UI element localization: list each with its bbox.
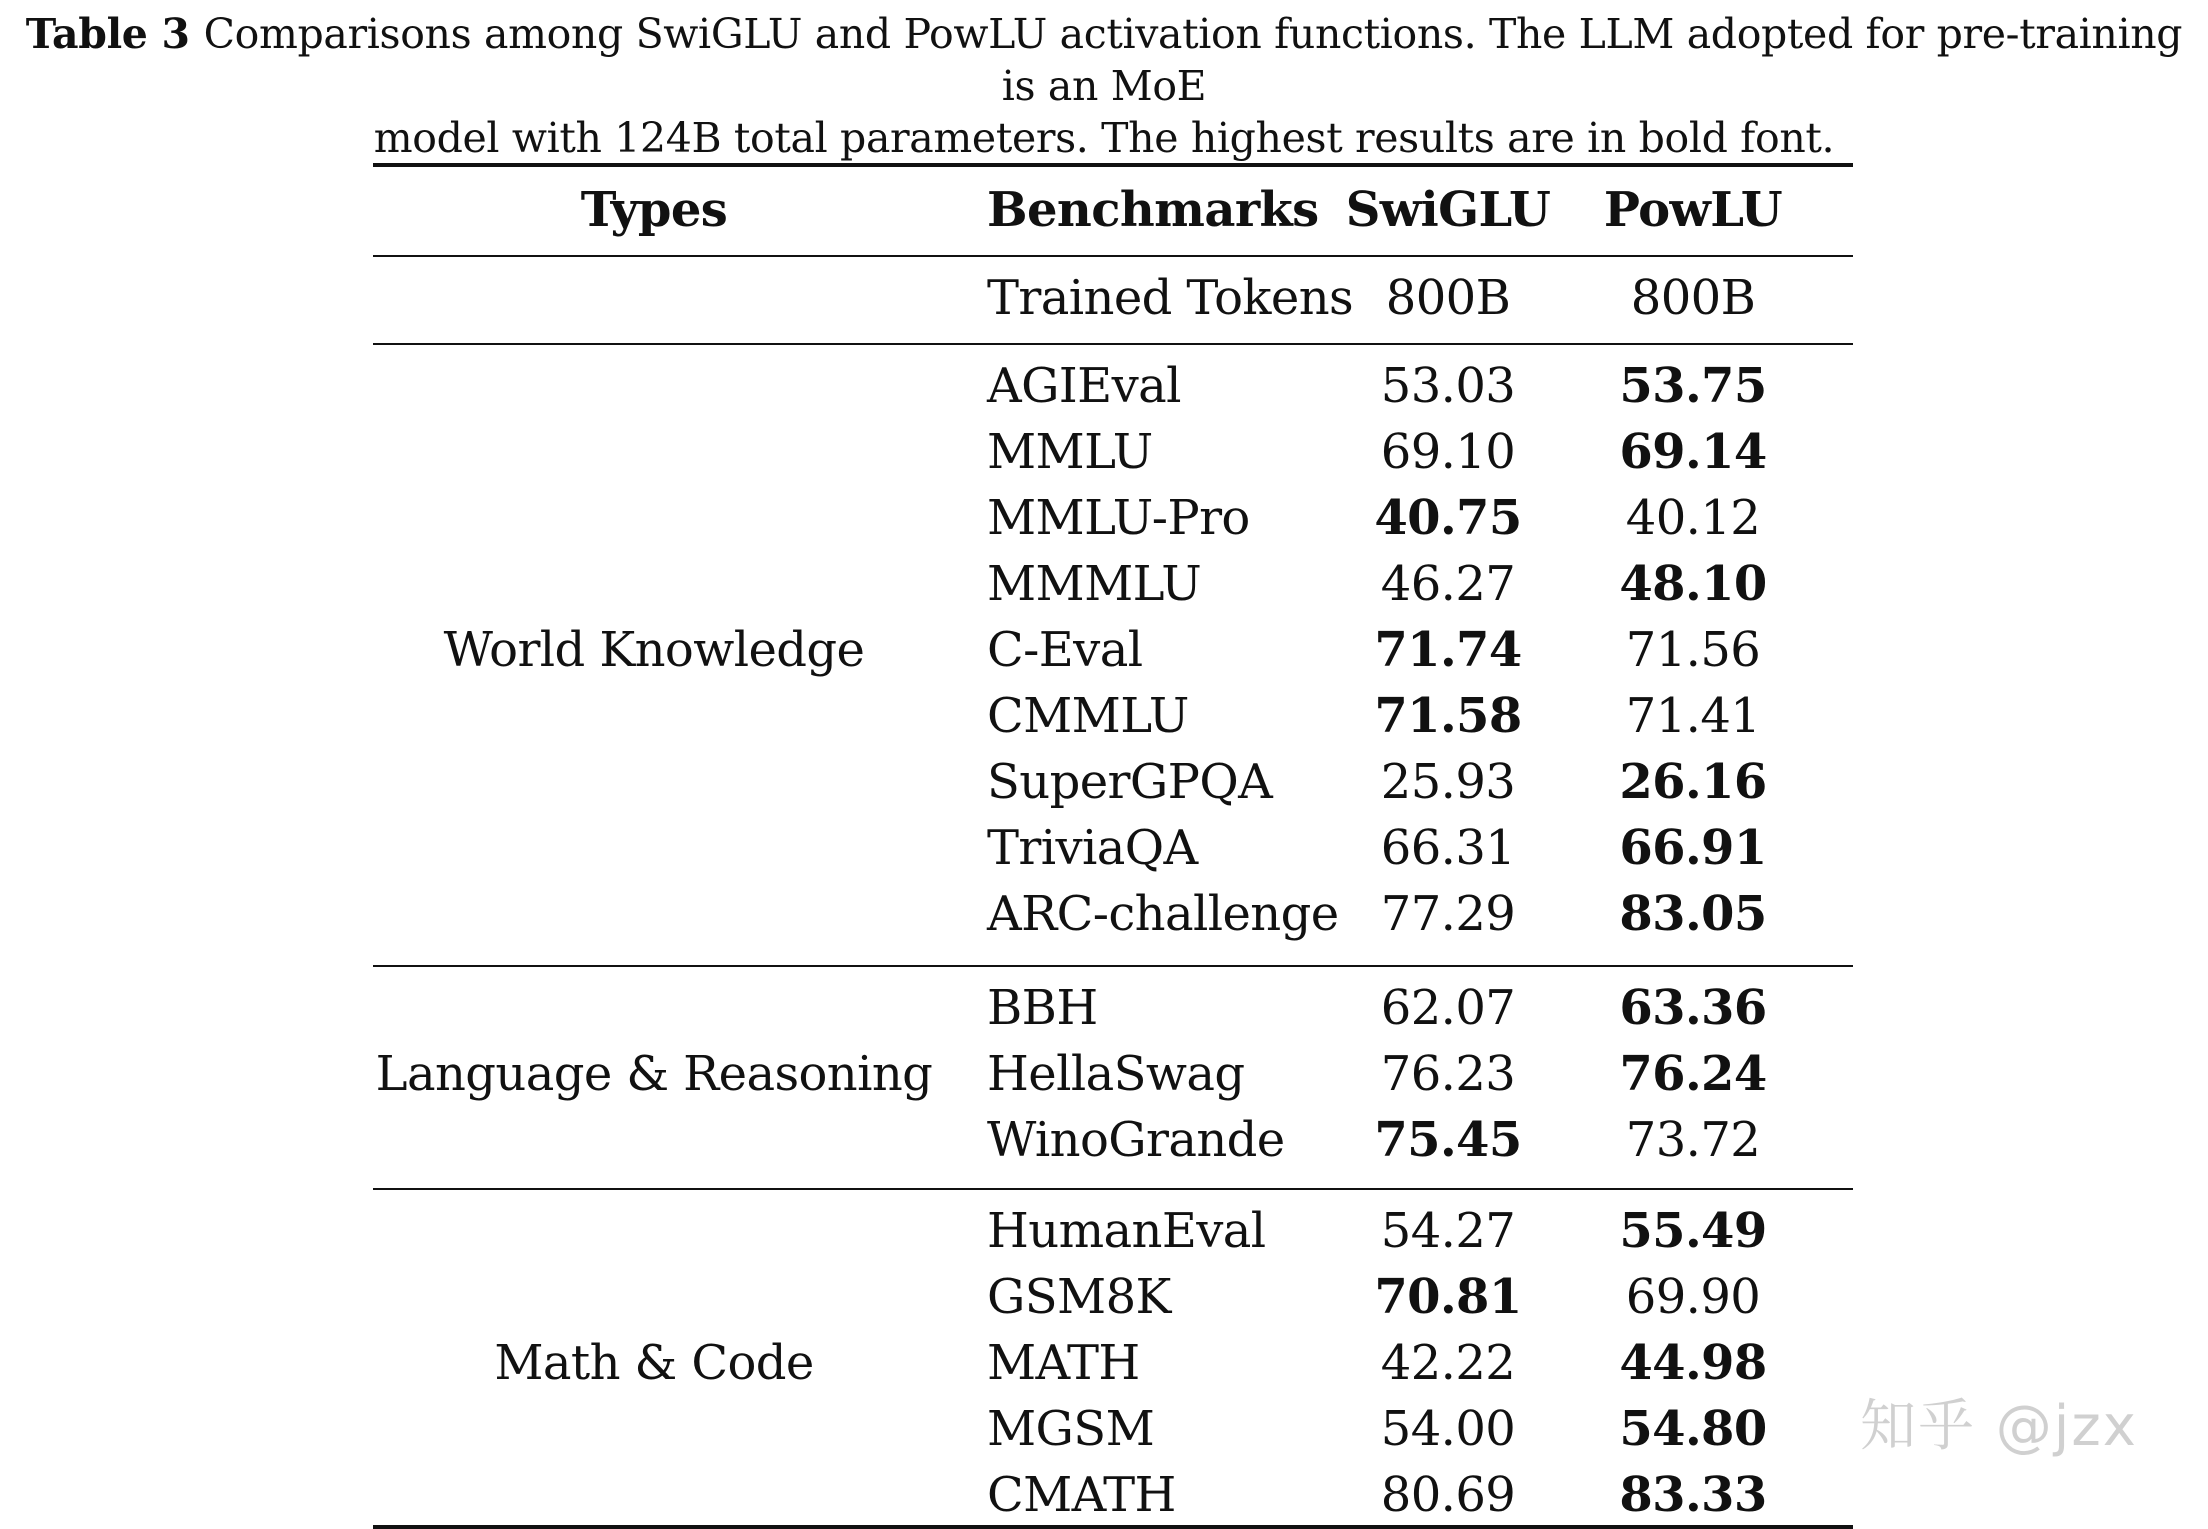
benchmark-name: C-Eval — [987, 622, 1143, 678]
powlu-score: 76.24 — [1619, 1046, 1767, 1102]
powlu-score: 54.80 — [1619, 1401, 1767, 1457]
benchmark-name: BBH — [987, 980, 1098, 1036]
benchmark-name: HellaSwag — [987, 1046, 1245, 1102]
swiglu-score: 42.22 — [1380, 1335, 1516, 1391]
powlu-score: 26.16 — [1619, 754, 1767, 810]
swiglu-score: 69.10 — [1380, 424, 1516, 480]
benchmark-name: MATH — [987, 1335, 1140, 1391]
top-rule — [373, 163, 1853, 167]
header-rule — [373, 255, 1853, 257]
powlu-score: 40.12 — [1625, 490, 1761, 546]
caption-line-2: model with 124B total parameters. The highest results are in bold font. — [373, 114, 1835, 162]
powlu-score: 55.49 — [1619, 1203, 1767, 1259]
zhihu-watermark: 知乎 @jzx — [1860, 1394, 2138, 1459]
group-type-label: Math & Code — [494, 1335, 814, 1391]
benchmark-name: TriviaQA — [987, 820, 1198, 876]
header-types: Types — [580, 182, 728, 238]
swiglu-score: 76.23 — [1380, 1046, 1516, 1102]
benchmark-name: ARC-challenge — [987, 886, 1339, 942]
swiglu-score: 75.45 — [1374, 1112, 1522, 1168]
powlu-score: 69.90 — [1625, 1269, 1761, 1325]
benchmark-name: MGSM — [987, 1401, 1155, 1457]
trained-tokens-powlu: 800B — [1630, 270, 1756, 326]
group-separator-rule — [373, 1188, 1853, 1190]
swiglu-score: 71.58 — [1374, 688, 1522, 744]
caption-text-1: Comparisons among SwiGLU and PowLU activation functions. The LLM adopted for pre-training is an MoE — [203, 10, 2183, 110]
group-separator-rule — [373, 965, 1853, 967]
powlu-score: 83.05 — [1619, 886, 1767, 942]
benchmark-name: GSM8K — [987, 1269, 1171, 1325]
benchmark-name: CMMLU — [987, 688, 1189, 744]
trained-tokens-swiglu: 800B — [1385, 270, 1511, 326]
powlu-score: 66.91 — [1619, 820, 1767, 876]
benchmark-name: AGIEval — [987, 358, 1181, 414]
powlu-score: 53.75 — [1619, 358, 1767, 414]
powlu-score: 48.10 — [1619, 556, 1767, 612]
header-swiglu: SwiGLU — [1345, 182, 1551, 238]
powlu-score: 83.33 — [1619, 1467, 1767, 1523]
table-caption — [20, 8, 2188, 164]
tokens-rule — [373, 343, 1853, 345]
benchmark-name: SuperGPQA — [987, 754, 1273, 810]
powlu-score: 63.36 — [1619, 980, 1767, 1036]
benchmark-name: CMATH — [987, 1467, 1176, 1523]
benchmark-name: MMLU — [987, 424, 1153, 480]
powlu-score: 69.14 — [1619, 424, 1767, 480]
benchmark-name: HumanEval — [987, 1203, 1266, 1259]
caption-label: Table 3 — [25, 10, 190, 58]
swiglu-score: 80.69 — [1380, 1467, 1516, 1523]
bottom-rule — [373, 1525, 1853, 1529]
powlu-score: 73.72 — [1625, 1112, 1761, 1168]
header-powlu: PowLU — [1603, 182, 1783, 238]
group-type-label: World Knowledge — [443, 622, 865, 678]
swiglu-score: 54.00 — [1380, 1401, 1516, 1457]
powlu-score: 71.41 — [1625, 688, 1761, 744]
benchmark-name: MMMLU — [987, 556, 1202, 612]
swiglu-score: 77.29 — [1380, 886, 1516, 942]
swiglu-score: 40.75 — [1374, 490, 1522, 546]
group-type-label: Language & Reasoning — [375, 1046, 933, 1102]
trained-tokens-label: Trained Tokens — [987, 270, 1354, 326]
swiglu-score: 46.27 — [1380, 556, 1516, 612]
swiglu-score: 71.74 — [1374, 622, 1522, 678]
swiglu-score: 66.31 — [1380, 820, 1516, 876]
caption-line-1 — [20, 8, 2188, 112]
swiglu-score: 25.93 — [1380, 754, 1516, 810]
swiglu-score: 62.07 — [1380, 980, 1516, 1036]
header-benchmarks: Benchmarks — [987, 182, 1319, 238]
powlu-score: 44.98 — [1619, 1335, 1767, 1391]
benchmark-name: WinoGrande — [987, 1112, 1285, 1168]
swiglu-score: 54.27 — [1380, 1203, 1516, 1259]
swiglu-score: 53.03 — [1380, 358, 1516, 414]
benchmark-name: MMLU-Pro — [987, 490, 1250, 546]
powlu-score: 71.56 — [1625, 622, 1761, 678]
swiglu-score: 70.81 — [1374, 1269, 1522, 1325]
